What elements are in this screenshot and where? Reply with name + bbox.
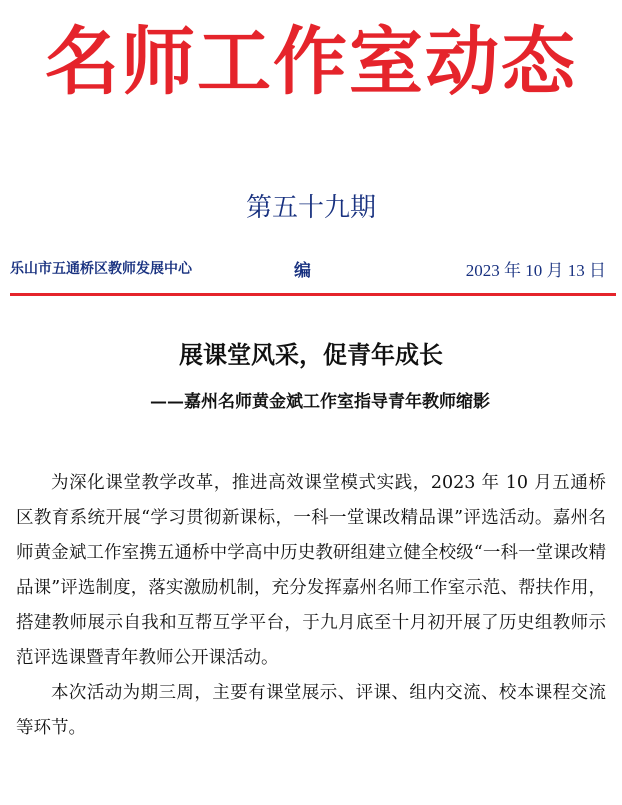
article-title: 展课堂风采，促青年成长 (179, 340, 443, 369)
masthead-title: 名师工作室动态 (45, 19, 577, 105)
editor-label: 编 (294, 261, 311, 281)
article-paragraph: 本次活动为期三周，主要有课堂展示、评课、组内交流、校本课程交流等环节。 (16, 683, 606, 738)
article-paragraph: 为深化课堂教学改革，推进高效课堂模式实践，2023 年 10 月五通桥区教育系统开展“学习贯彻新课标，一科一堂课改精品课”评选活动。嘉州名师黄金斌工作室携五通桥中学高中历史教研组建立健全校级“一科一堂课改精品课”评选制度，落实激励机制，充分发挥嘉州名师工作室示范、帮扶作用，搭建教师展示自我和互帮互学平台，于九月底至十月初开展了历史组教师示范评选课暨青年教师公开课活动。 (16, 473, 606, 668)
article-body (16, 466, 606, 746)
header-divider (10, 293, 616, 296)
publication-info-row (10, 254, 610, 280)
publisher-organization: 乐山市五通桥区教师发展中心 (10, 261, 192, 277)
article-subtitle: ——嘉州名师黄金斌工作室指导青年教师缩影 (150, 392, 490, 412)
publication-date: 2023 年 10 月 13 日 (465, 261, 606, 280)
issue-number: 第五十九期 (245, 193, 376, 223)
